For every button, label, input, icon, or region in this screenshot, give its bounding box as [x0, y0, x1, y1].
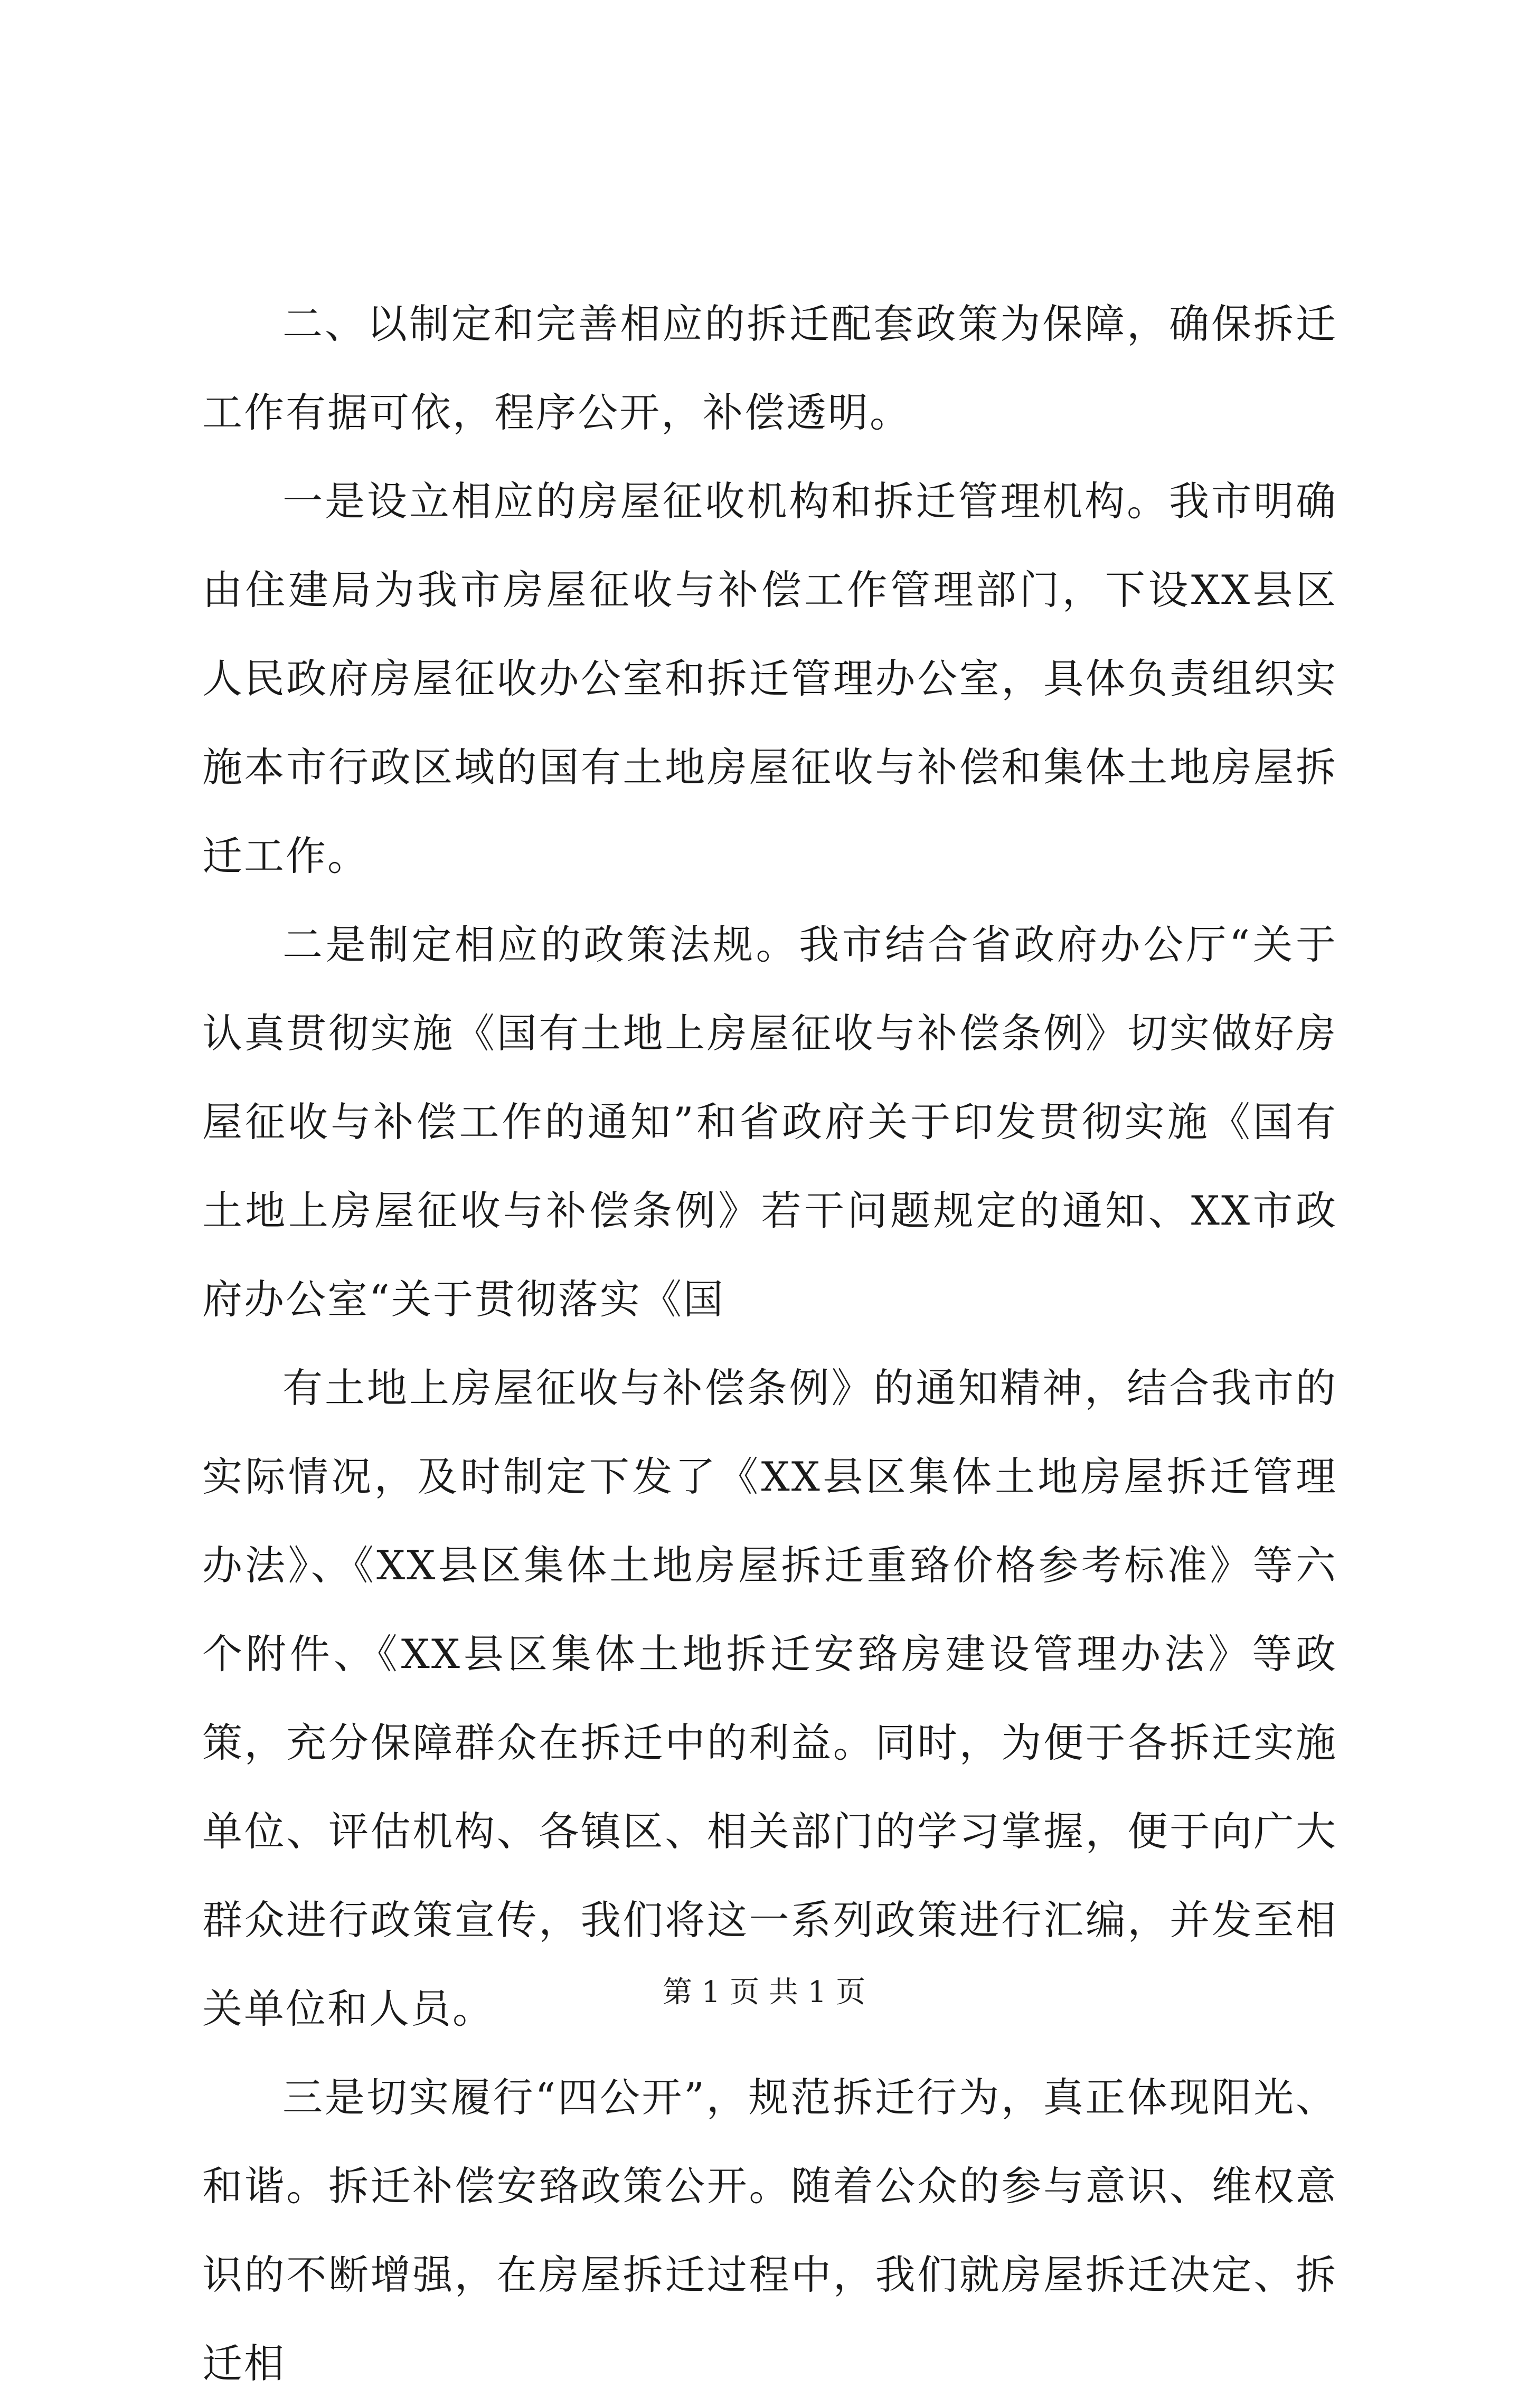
paragraph-agency-setup: 一是设立相应的房屋征收机构和拆迁管理机构。我市明确由住建局为我市房屋征收与补偿工作管理部门，下设XX县区人民政府房屋征收办公室和拆迁管理办公室，具体负责组织实施本市行政区域的国有土地房屋征收与补偿和集体土地房屋拆迁工作。 — [202, 478, 1337, 879]
paragraph-four-disclosures: 三是切实履行“四公开”，规范拆迁行为，真正体现阳光、和谐。拆迁补偿安臵政策公开。随着公众的参与意识、维权意识的不断增强，在房屋拆迁过程中，我们就房屋拆迁决定、拆迁相 — [202, 2074, 1337, 2387]
document-body — [202, 280, 1337, 2408]
paragraph-policy-regulations: 二是制定相应的政策法规。我市结合省政府办公厅“关于认真贯彻实施《国有土地上房屋征收与补偿条例》切实做好房屋征收与补偿工作的通知”和省政府关于印发贯彻实施《国有土地上房屋征收与补偿条例》若干问题规定的通知、XX市政府办公室“关于贯彻落实《国 — [202, 921, 1337, 1323]
paragraph-section-two-heading: 二、以制定和完善相应的拆迁配套政策为保障，确保拆迁工作有据可依，程序公开，补偿透明。 — [202, 300, 1337, 436]
page-footer: 第 1 页 共 1 页 — [662, 1975, 866, 2009]
paragraph-policy-continuation: 有土地上房屋征收与补偿条例》的通知精神，结合我市的实际情况，及时制定下发了《XX县区集体土地房屋拆迁管理办法》、《XX县区集体土地房屋拆迁重臵价格参考标准》等六个附件、《XX县区集体土地拆迁安臵房建设管理办法》等政策，充分保障群众在拆迁中的利益。同时，为便于各拆迁实施单位、评估机构、各镇区、相关部门的学习掌握，便于向广大群众进行政策宣传，我们将这一系列政策进行汇编，并发至相关单位和人员。 — [202, 1364, 1337, 2032]
